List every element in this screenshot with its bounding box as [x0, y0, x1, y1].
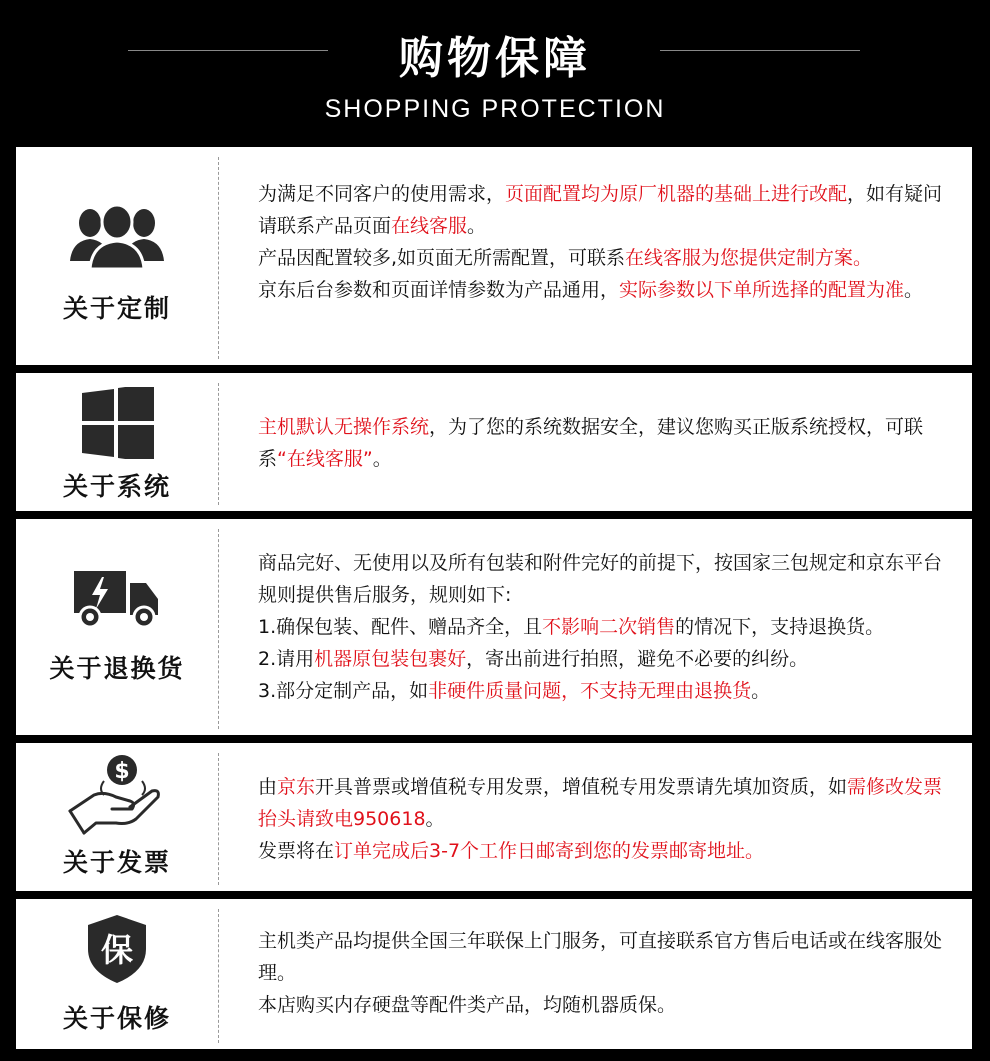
returns-card	[16, 519, 972, 735]
paragraph	[258, 643, 954, 675]
text: 发票将在	[258, 840, 335, 862]
paragraph: 商品完好、无使用以及所有包装和附件完好的前提下，按国家三包规定和京东平台规则提供售后服务，规则如下:	[258, 552, 943, 606]
card-label: 关于系统	[62, 472, 171, 501]
highlight-text: 在线客服	[391, 215, 468, 237]
text: ，为了您的系统数据安全，建议您购买正版系统授权，可联系	[258, 416, 924, 470]
coin-symbol: $	[114, 759, 130, 784]
card-icon-area	[16, 743, 218, 891]
highlight-text: 在线客服为您提供定制方案。	[625, 247, 873, 269]
card-content	[258, 925, 954, 1021]
highlight-text: 页面配置均为原厂机器的基础上进行改配	[505, 183, 848, 205]
text: 3.部分定制产品，如	[258, 680, 429, 702]
text: 的情况下，支持退换货。	[675, 616, 885, 638]
text: 。	[751, 680, 771, 702]
paragraph	[258, 611, 954, 643]
warranty-card	[16, 899, 972, 1049]
card-divider	[218, 383, 219, 505]
text: 1.确保包装、配件、赠品齐全，且	[258, 616, 543, 638]
card-label: 关于退换货	[49, 654, 185, 683]
paragraph: 本店购买内存硬盘等配件类产品，均随机器质保。	[258, 994, 677, 1016]
card-label: 关于定制	[62, 294, 171, 323]
highlight-text: 机器原包装包裹好	[314, 648, 467, 670]
highlight-text: 京东	[277, 776, 316, 798]
text: 京东后台参数和页面详情参数为产品通用，	[258, 279, 620, 301]
text: 开具普票或增值税专用发票，增值税专用发票请先填加资质，如	[315, 776, 848, 798]
text: ，如有疑问请联系产品页面	[258, 183, 943, 237]
card-divider	[218, 529, 219, 729]
paragraph	[258, 411, 954, 475]
highlight-text: 非硬件质量问题，不支持无理由退换货	[428, 680, 752, 702]
text: 。	[425, 808, 445, 830]
text: 。	[467, 215, 487, 237]
paragraph	[258, 835, 954, 867]
highlight-text: “在线客服”	[277, 448, 373, 470]
paragraph	[258, 178, 954, 242]
card-content	[258, 411, 954, 475]
hand-coin-icon	[68, 753, 168, 839]
customization-card	[16, 147, 972, 365]
text: 。	[904, 279, 924, 301]
highlight-text: 不影响二次销售	[542, 616, 676, 638]
card-label: 关于发票	[62, 848, 171, 877]
card-label: 关于保修	[62, 1004, 171, 1033]
paragraph	[258, 675, 954, 707]
people-group-icon	[68, 205, 166, 271]
highlight-text: 实际参数以下单所选择的配置为准	[619, 279, 905, 301]
shield-icon	[86, 913, 148, 985]
delivery-truck-icon	[74, 569, 160, 629]
text: 产品因配置较多,如页面无所需配置，可联系	[258, 247, 626, 269]
system-card	[16, 373, 972, 511]
paragraph	[258, 771, 954, 835]
page-header	[0, 0, 990, 146]
paragraph	[258, 242, 954, 274]
text: 。	[372, 448, 392, 470]
text: 为满足不同客户的使用需求，	[258, 183, 506, 205]
card-icon-area	[16, 147, 218, 365]
text: 2.请用	[258, 648, 315, 670]
card-divider	[218, 753, 219, 885]
invoice-card	[16, 743, 972, 891]
text: 由	[258, 776, 278, 798]
shield-text: 保	[100, 931, 134, 969]
page-subtitle: SHOPPING PROTECTION	[324, 95, 666, 123]
card-icon-area	[16, 899, 218, 1049]
windows-logo-icon	[82, 387, 154, 459]
card-icon-area	[16, 519, 218, 735]
card-icon-area	[16, 373, 218, 511]
paragraph: 主机类产品均提供全国三年联保上门服务，可直接联系官方售后电话或在线客服处理。	[258, 930, 943, 984]
card-content	[258, 547, 954, 707]
card-divider	[218, 157, 219, 359]
card-divider	[218, 909, 219, 1043]
highlight-text: 订单完成后3-7个工作日邮寄到您的发票邮寄地址。	[334, 840, 765, 862]
highlight-text: 需修改发票抬头请致电950618	[258, 776, 943, 830]
card-content	[258, 178, 954, 306]
highlight-text: 主机默认无操作系统	[258, 416, 430, 438]
text: ，寄出前进行拍照，避免不必要的纠纷。	[466, 648, 809, 670]
card-content	[258, 771, 954, 867]
paragraph	[258, 274, 954, 306]
page-title: 购物保障	[399, 33, 591, 84]
